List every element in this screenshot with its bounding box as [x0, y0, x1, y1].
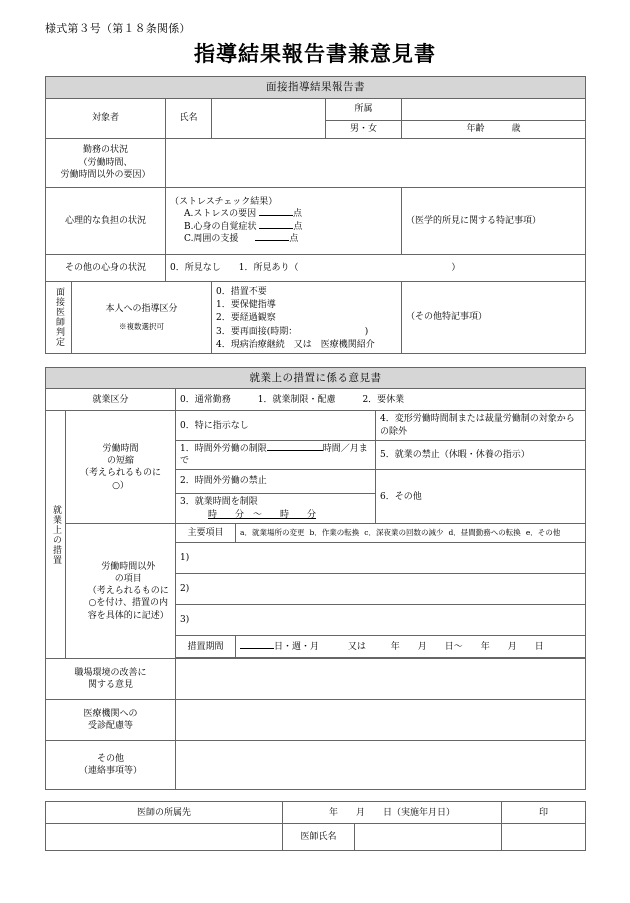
psychological-burden-row [46, 187, 586, 254]
other-line1: その他 [96, 754, 124, 765]
stress-item-1-label: B.心身の自覚症状 [184, 221, 257, 232]
doctor-judgement-vertical-text: 面接医師判定 [54, 287, 64, 348]
stress-check-cell[interactable] [166, 187, 402, 254]
hours-reduction-line3: （考えられるものに [79, 468, 161, 479]
page-title: 指導結果報告書兼意見書 [194, 41, 436, 67]
hours-left-option-2[interactable]: 2．時間外労働の禁止 [176, 470, 376, 494]
guidance-option-2[interactable]: 2．要経過観察 [216, 313, 276, 324]
guidance-note: ※複数選択可 [119, 321, 164, 331]
workplace-improve-value[interactable] [176, 659, 586, 700]
medical-consult-line1: 医療機関への [83, 709, 138, 720]
stress-item-2-unit: 点 [289, 233, 299, 244]
period-value-post[interactable]: 年 月 日～ 年 月 日 [390, 641, 544, 652]
hours-left-option-3-time[interactable]: 時 分 ～ 時 分 [208, 510, 317, 521]
hours-left-option-3-text: 3．就業時間を制限 [180, 497, 258, 508]
hours-right-option-1[interactable]: 5．就業の禁止（休暇・休養の指示） [376, 440, 586, 469]
period-value[interactable] [236, 636, 586, 658]
other-physical-options-text: 0．所見なし 1．所見あり（ [170, 262, 299, 273]
name-value[interactable] [212, 98, 326, 138]
hours-reduction-row-0 [46, 411, 586, 440]
stress-item-0[interactable] [170, 208, 397, 220]
hours-left-option-3[interactable] [176, 494, 376, 524]
doctor-judgement-vertical-label [46, 281, 72, 354]
hours-reduction-line2: の短縮 [106, 456, 134, 467]
other-physical-label: その他の心身の状況 [46, 254, 166, 281]
hours-reduction-line4: ○） [112, 480, 129, 491]
period-label: 措置期間 [176, 636, 236, 658]
gender-label[interactable]: 男・女 [326, 120, 402, 138]
hours-right-option-2[interactable]: 6．その他 [376, 470, 586, 524]
work-status-label-line3: 労働時間以外の要因） [60, 169, 151, 180]
workplace-improve-line2: 関する意見 [87, 680, 133, 691]
other-items-line1: 労働時間以外 [101, 561, 156, 572]
measures-vertical-text: 就業上の措置 [51, 504, 61, 565]
stress-item-2-value[interactable] [255, 240, 289, 241]
numbered-entry-1[interactable]: 2) [176, 574, 586, 605]
name-label: 氏名 [166, 98, 212, 138]
subject-label: 対象者 [46, 98, 166, 138]
work-class-label: 就業区分 [46, 389, 176, 411]
doctor-name-value[interactable] [355, 824, 502, 851]
numbered-entry-2[interactable]: 3) [176, 605, 586, 636]
affiliation-value[interactable] [402, 98, 586, 120]
seal-label: 印 [502, 802, 586, 824]
guidance-label-text: 本人への指導区分 [105, 303, 178, 314]
medical-consult-label [46, 700, 176, 741]
stress-item-0-label: A.ストレスの要因 [184, 209, 257, 220]
other-items-label [82, 524, 176, 659]
guidance-option-3[interactable]: 3．要再面接(時期： ) [216, 326, 369, 337]
other-note-title: （その他特記事項） [406, 312, 488, 323]
medical-note-title: （医学的所見に関する特記事項） [406, 215, 542, 226]
medical-consult-line2: 受診配慮等 [87, 721, 133, 732]
work-status-row [46, 138, 586, 187]
hours-left-option-1-suffix: 時間／月まで [180, 443, 368, 466]
guidance-classification-label [72, 281, 212, 354]
stress-item-1[interactable] [170, 221, 397, 233]
section2-band-row [46, 368, 586, 389]
stress-item-0-unit: 点 [292, 209, 302, 220]
period-value-pre: 日・週・月 [274, 641, 320, 652]
section2-band-title: 就業上の措置に係る意見書 [46, 368, 586, 389]
stress-check-title: （ストレスチェック結果） [170, 197, 278, 208]
medical-note-cell[interactable] [402, 187, 586, 254]
other-items-line4: ○を付け、措置の内 [88, 598, 168, 609]
hours-reduction-line1: 労働時間 [102, 444, 139, 455]
hours-left-option-0[interactable]: 0．特に指示なし [176, 411, 376, 440]
other-items-line2: の項目 [114, 574, 142, 585]
stress-item-0-value[interactable] [259, 215, 293, 216]
workplace-improve-line1: 職場環境の改善に [74, 668, 147, 679]
implementation-date-label[interactable]: 年 月 日（実施年月日） [283, 802, 502, 824]
main-item-4[interactable]: e．その他 [525, 528, 561, 538]
seal-value[interactable] [502, 824, 586, 851]
work-class-options[interactable]: 0．通常勤務 1．就業制限・配慮 2．要休業 [176, 389, 586, 411]
other-items-line3: （考えられるものに [87, 586, 169, 597]
hours-left-option-1-blank[interactable] [267, 450, 323, 451]
hours-left-option-1[interactable] [176, 440, 376, 469]
age-label[interactable]: 年齢 歳 [402, 120, 586, 138]
work-status-label-line1: 勤務の状況 [82, 145, 128, 156]
medical-consult-value[interactable] [176, 700, 586, 741]
work-measures-opinion-table [45, 367, 586, 790]
signature-value-row [46, 824, 586, 851]
interview-result-report-table [45, 76, 586, 354]
main-item-2[interactable]: c．深夜業の回数の減少 [364, 528, 444, 538]
main-items-label: 主要項目 [176, 524, 236, 543]
main-item-0[interactable]: a．就業場所の変更 [240, 528, 305, 538]
work-status-label-line2: （労働時間、 [78, 157, 133, 168]
stress-item-2[interactable] [170, 233, 397, 245]
work-status-value[interactable] [166, 138, 586, 187]
stress-item-1-value[interactable] [259, 228, 293, 229]
hours-left-option-1-text: 1．時間外労働の制限 [180, 443, 267, 454]
other-items-line5: 容を具体的に記述） [87, 610, 169, 621]
doctor-affiliation-value[interactable] [46, 824, 283, 851]
doctor-signature-table [45, 801, 586, 851]
period-blank[interactable] [240, 648, 274, 649]
measures-vertical-label [46, 411, 66, 659]
main-items-list[interactable] [236, 524, 586, 543]
numbered-entry-0[interactable]: 1) [176, 543, 586, 574]
stress-item-1-unit: 点 [293, 221, 303, 232]
doctor-affiliation-label: 医師の所属先 [46, 802, 283, 824]
main-item-1[interactable]: b．作業の転換 [309, 528, 360, 538]
other-physical-options[interactable] [166, 254, 586, 281]
period-value-mid: 又は [347, 641, 366, 652]
guidance-option-0[interactable]: 0．措置不要 [216, 287, 267, 298]
hours-right-option-0[interactable]: 4．変形労働時間制または裁量労働制の対象からの除外 [376, 411, 586, 440]
doctor-judgement-row [46, 281, 586, 354]
guidance-option-4[interactable]: 4．現病治療継続 又は 医療機関紹介 [216, 339, 375, 350]
subject-row [46, 98, 586, 120]
section1-band-row [46, 77, 586, 98]
affiliation-label: 所属 [326, 98, 402, 120]
other-label [46, 741, 176, 790]
section-spacer-2 [45, 790, 585, 801]
work-status-label [46, 138, 166, 187]
other-physical-close: ） [451, 262, 461, 273]
hours-reduction-label [66, 411, 176, 524]
section-spacer-1 [45, 354, 585, 367]
guidance-option-1[interactable]: 1．要保健指導 [216, 300, 276, 311]
work-classification-row [46, 389, 586, 411]
other-line2: （連絡事項等） [78, 766, 142, 777]
other-value[interactable] [176, 741, 586, 790]
signature-header-row [46, 802, 586, 824]
medical-consultation-row [46, 700, 586, 741]
workplace-improvement-row [46, 659, 586, 700]
other-physical-status-row [46, 254, 586, 281]
other-note-cell[interactable] [402, 281, 586, 354]
main-item-3[interactable]: d．昼間勤務への転換 [448, 528, 521, 538]
psychological-burden-label: 心理的な負担の状況 [46, 187, 166, 254]
other-contact-row [46, 741, 586, 790]
stress-item-2-label: C.周囲の支援 [184, 233, 239, 244]
section1-band-title: 面接指導結果報告書 [46, 77, 586, 98]
guidance-options-cell[interactable] [212, 281, 402, 354]
form-number: 様式第３号（第１８条関係） [45, 22, 191, 35]
main-items-row [46, 524, 586, 543]
workplace-improve-label [46, 659, 176, 700]
doctor-name-label: 医師氏名 [283, 824, 355, 851]
